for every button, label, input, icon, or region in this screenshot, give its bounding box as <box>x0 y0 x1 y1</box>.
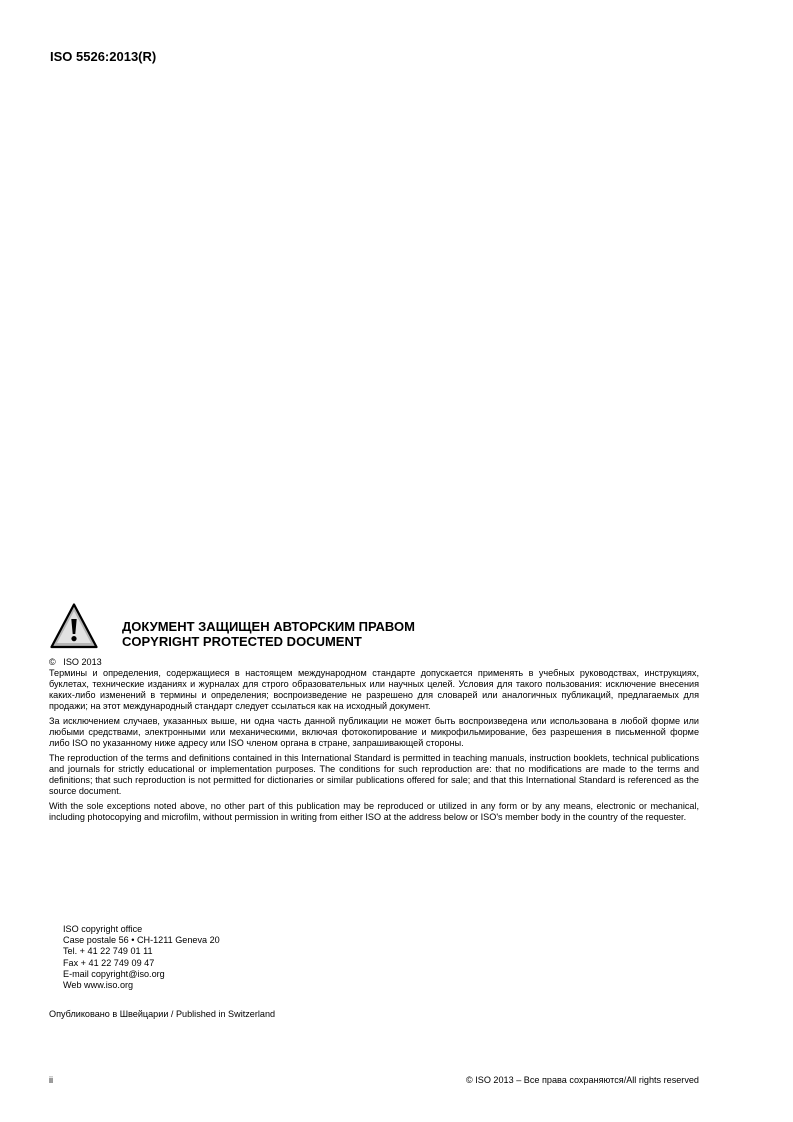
paragraph-en-terms: The reproduction of the terms and definitions contained in this International Standard is permitted in teaching manuals, instruction booklets, technical publications and journals for strictly educational or implementation purposes. The conditions for such reproduction are: that no modifications are made to the terms and definitions; that such reproduction is not permitted for dictionaries or similar publications offered for sale; and that this International Standard is referenced as the source document. <box>49 753 699 796</box>
published-line: Опубликовано в Швейцарии / Published in Switzerland <box>49 1009 276 1019</box>
paragraph-ru-terms: Термины и определения, содержащиеся в настоящем международном стандарте допускается применять в учебных руководствах, инструкциях, буклетах, технические изданиях и журналах для строго образовательных или научных целей. Условия для такого пользования: исключение внесения каких-либо изменений в термины и определения; воспроизведение не разрешено для словарей или аналогичных публикаций, предлагаемых для продажи; на этот международный стандарт следует ссылаться как на исходный документ. <box>49 668 699 711</box>
copyright-year: ISO 2013 <box>63 657 102 667</box>
copyright-line <box>49 657 699 668</box>
copyright-title-ru: ДОКУМЕНТ ЗАЩИЩЕН АВТОРСКИМ ПРАВОМ <box>122 619 415 634</box>
copyright-title-en: COPYRIGHT PROTECTED DOCUMENT <box>122 634 362 649</box>
address-tel: Tel. + 41 22 749 01 11 <box>63 946 153 957</box>
warning-triangle-icon <box>49 602 99 650</box>
copyright-notice <box>49 602 699 827</box>
address-office: ISO copyright office <box>63 924 143 934</box>
copyright-header <box>49 602 699 650</box>
footer-copyright: © ISO 2013 – Все права сохраняются/All rights reserved <box>466 1075 699 1085</box>
document-id: ISO 5526:2013(R) <box>50 49 157 64</box>
copyright-titles <box>122 619 415 649</box>
address-postal: Case postale 56 • CH-1211 Geneva 20 <box>63 935 220 946</box>
address-fax: Fax + 41 22 749 09 47 <box>63 957 155 968</box>
paragraph-en-exceptions: With the sole exceptions noted above, no other part of this publication may be reproduced or utilized in any form or by any means, electronic or mechanical, including photocopying and microfilm, without permission in writing from either ISO at the address below or ISO's member body in the country of the requester. <box>49 801 699 822</box>
address-block <box>63 924 220 991</box>
address-web: Web www.iso.org <box>63 980 134 991</box>
address-email: E-mail copyright@iso.org <box>63 968 165 979</box>
copyright-symbol: © <box>49 657 56 667</box>
paragraph-ru-exceptions: За исключением случаев, указанных выше, ни одна часть данной публикации не может быть воспроизведена или использована в любой форме или любыми средствами, электронными или механическими, включая фотокопирование и микрофильмирование, без разрешения в письменной форме либо ISO по указанному ниже адресу или ISO членом органа в стране, запрашивающей стороны. <box>49 716 699 748</box>
page-number: ii <box>49 1075 54 1085</box>
